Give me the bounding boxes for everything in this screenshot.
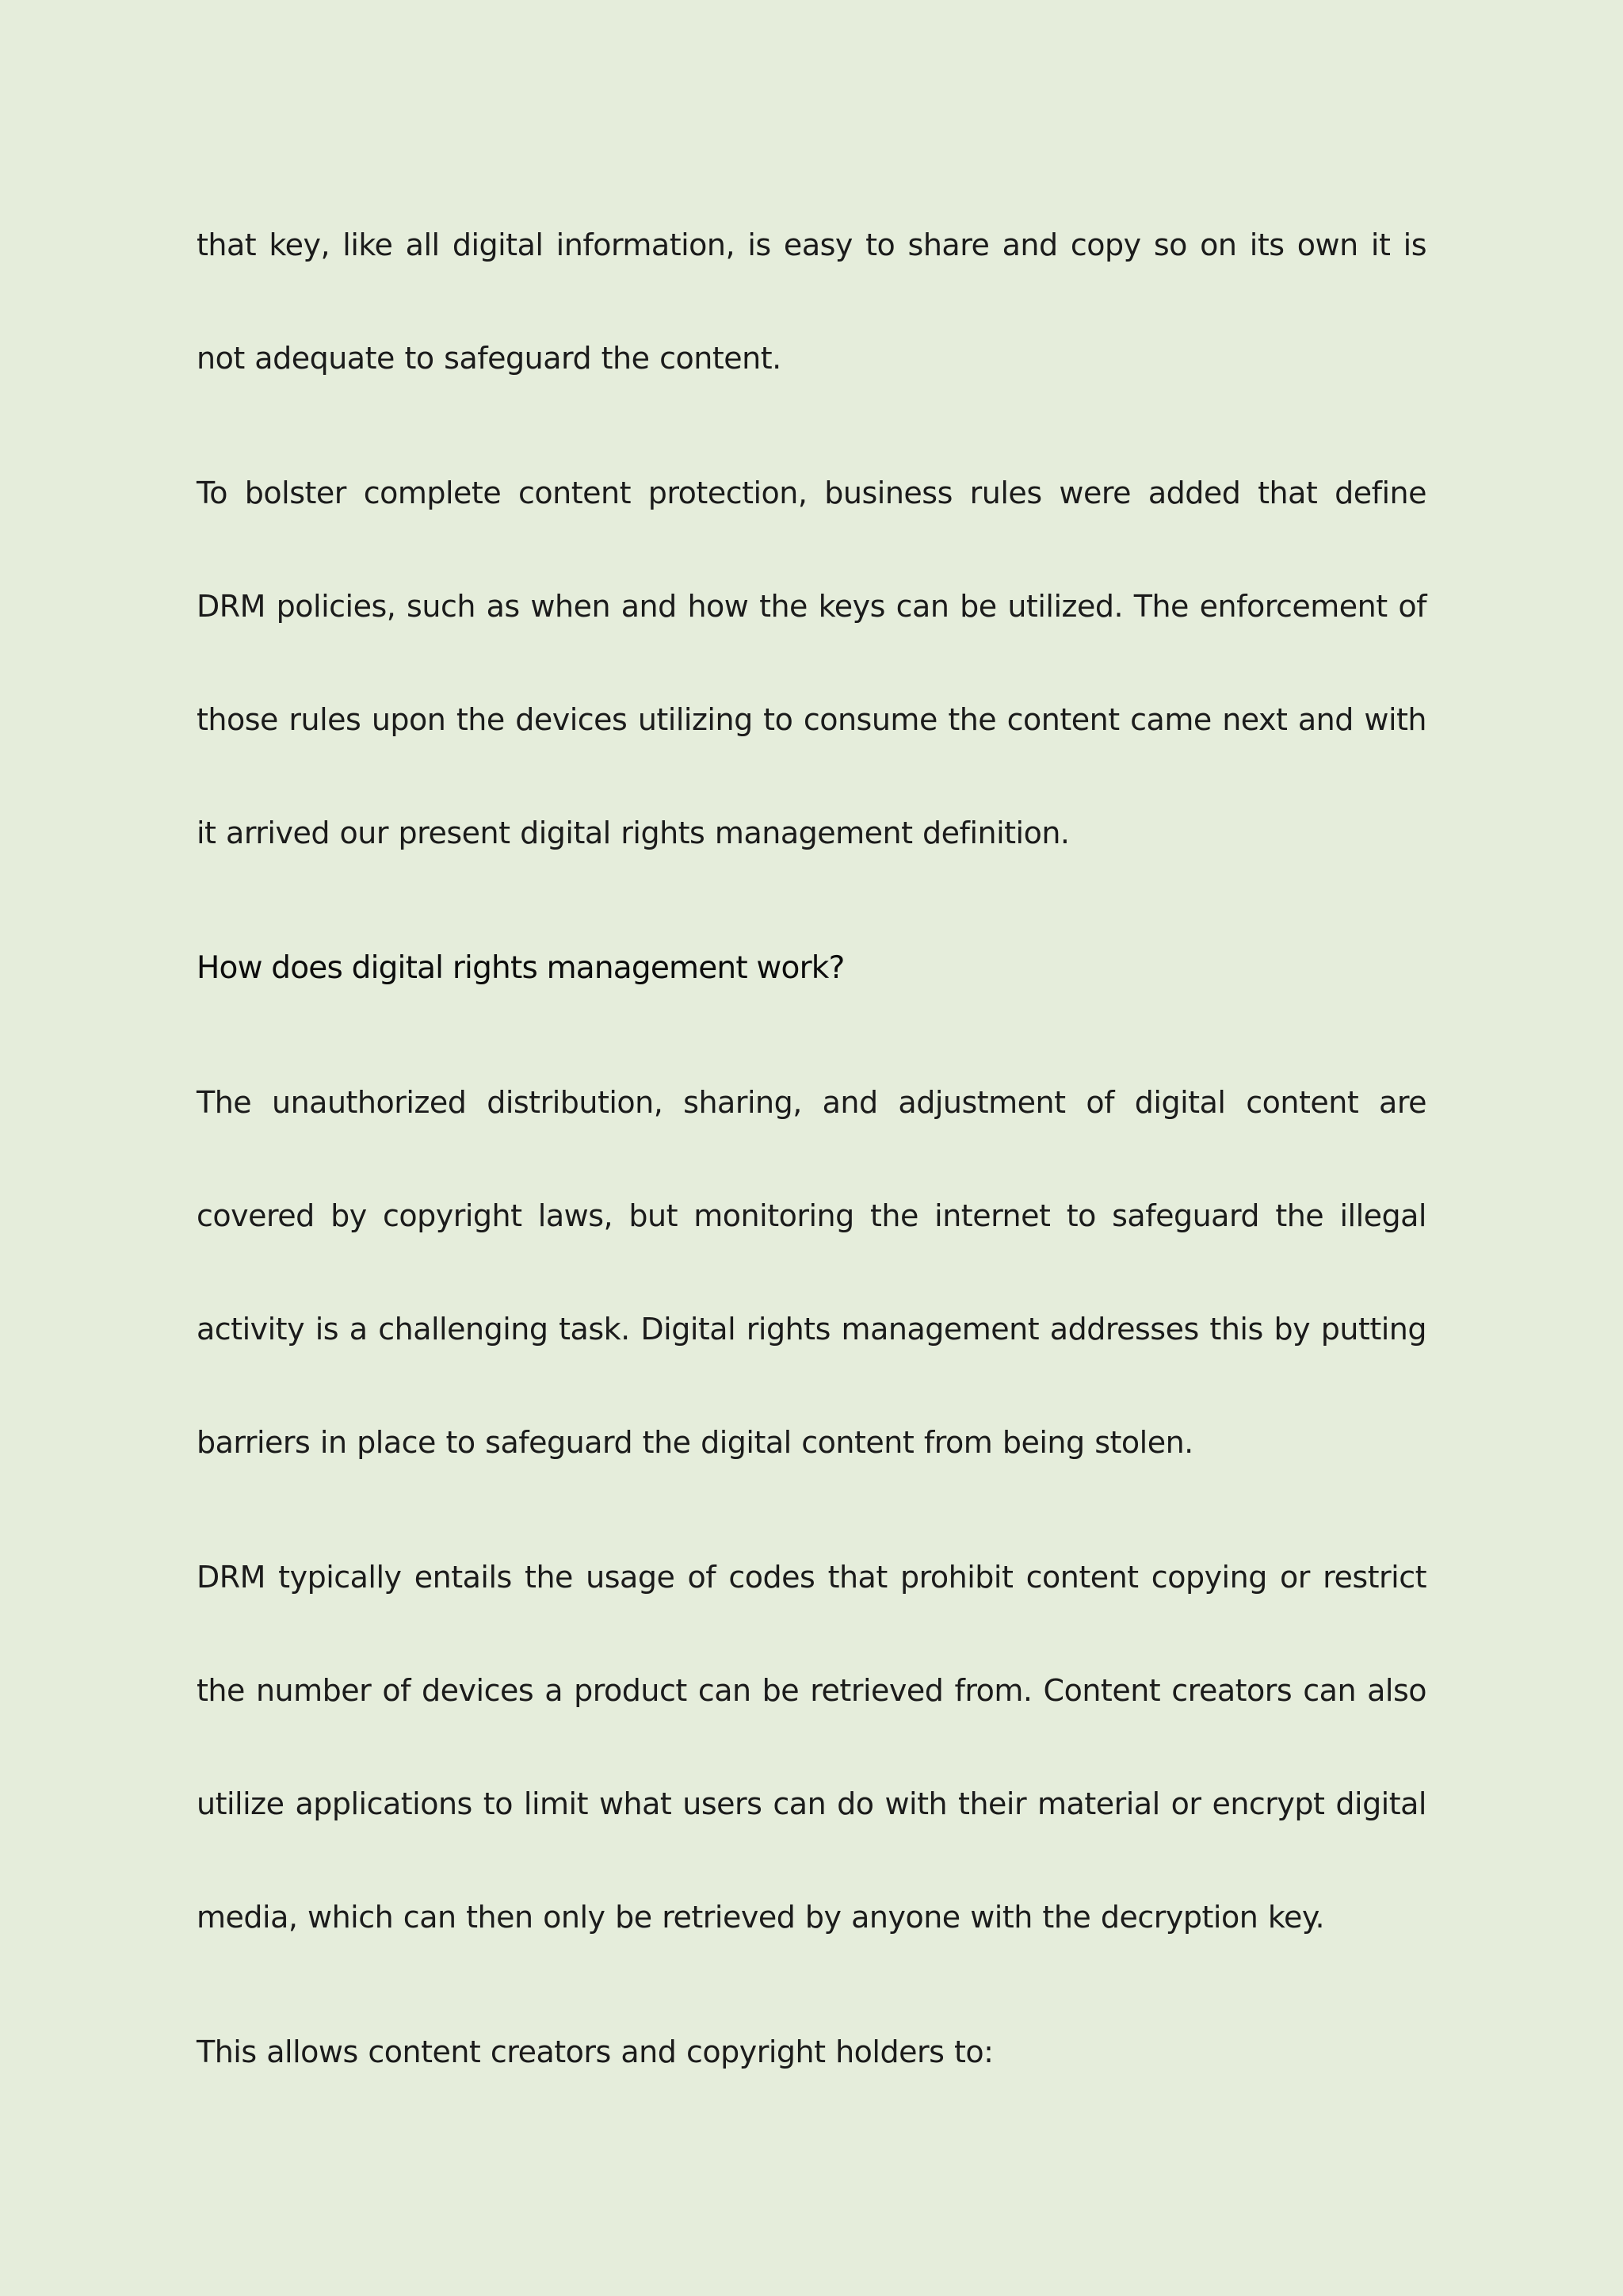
paragraph-key-safeguard: that key, like all digital information, is easy to share and copy so on its own it is not adequate to safeguard the content. (197, 227, 1426, 376)
paragraph-allows-creators: This allows content creators and copyright holders to: (197, 2034, 994, 2069)
paragraph-drm-codes: DRM typically entails the usage of codes that prohibit content copying or restrict the number of devices a product can be retrieved from. Content creators can also utilize applications to limit what users can do with their material or encrypt digital media, which can then only be retrieved by anyone with the decryption key. (197, 1560, 1426, 1935)
paragraph-copyright-laws: The unauthorized distribution, sharing, and adjustment of digital content are covered by copyright laws, but monitoring the internet to safeguard the illegal activity is a challenging task. Digital rights management addresses this by putting barriers in place to safeguard the digital content from being stolen. (197, 1085, 1426, 1460)
paragraph-business-rules: To bolster complete content protection, business rules were added that define DRM policies, such as when and how the keys can be utilized. The enforcement of those rules upon the devices utilizing to consume the content came next and with it arrived our present digital rights management definition. (197, 476, 1426, 850)
section-heading: How does digital rights management work? (197, 950, 845, 986)
